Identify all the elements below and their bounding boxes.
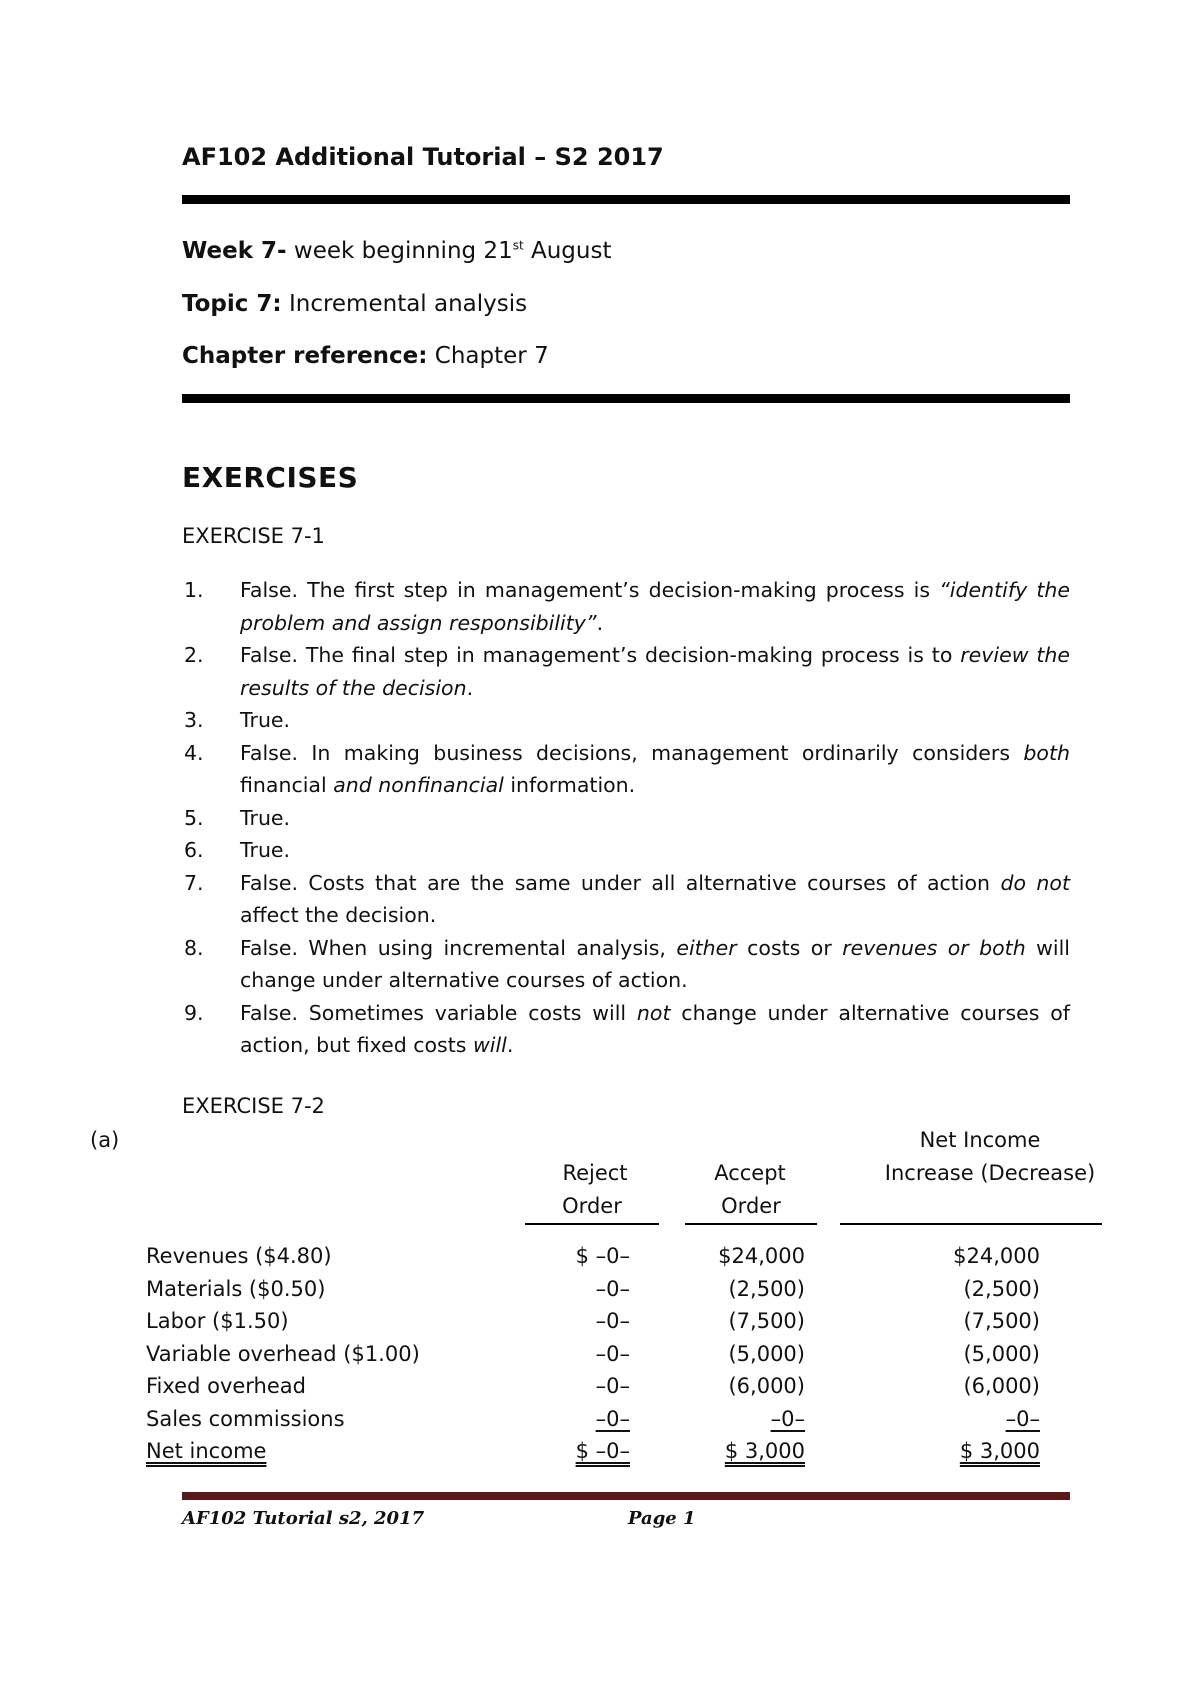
reject-cell: [520, 1435, 630, 1468]
list-item: [182, 704, 1070, 737]
list-item-number: 1.: [184, 578, 204, 602]
table-row-label: [146, 1273, 526, 1306]
list-item-text: change under alternative courses of action, but fixed costs: [240, 1000, 1070, 1057]
accept-cell: [680, 1240, 805, 1273]
list-item-number: 9.: [184, 1000, 204, 1025]
list-item-text: .: [596, 610, 604, 635]
table-row-label-value: Sales commissions: [146, 1406, 345, 1431]
accept-cell: [680, 1403, 805, 1436]
table-row-label-value: Materials ($0.50): [146, 1276, 326, 1301]
list-item-text: financial: [240, 773, 334, 797]
exercise-7-1-heading: EXERCISE 7-1: [182, 524, 325, 548]
accept-cell: [680, 1305, 805, 1338]
reject-cell-value: –0–: [595, 1341, 630, 1366]
topic-label: Topic 7:: [182, 291, 282, 317]
list-item-number: 7.: [184, 870, 204, 895]
list-item-number: 3.: [184, 708, 204, 732]
net-cell: [890, 1370, 1040, 1403]
topic-line: [182, 291, 527, 317]
chapter-line: [182, 343, 549, 369]
net-cell: [890, 1305, 1040, 1338]
chapter-text: Chapter 7: [434, 343, 549, 369]
reject-cell-value: –0–: [595, 1374, 630, 1398]
list-item: [182, 932, 1070, 997]
footer-text: AF102 Tutorial s2, 2017: [182, 1508, 425, 1529]
exercise-7-1-list: [182, 574, 1070, 1062]
table-row-label-value: Labor ($1.50): [146, 1309, 289, 1333]
reject-header-line2: Order: [525, 1190, 659, 1225]
reject-cell: [520, 1240, 630, 1273]
emphasis-text: both: [1023, 740, 1070, 765]
table-row-label: [146, 1435, 526, 1468]
reject-cell-value: $ –0–: [575, 1244, 630, 1268]
list-item-text: True.: [240, 838, 291, 862]
accept-cell: [680, 1370, 805, 1403]
table-row-label: [146, 1240, 526, 1273]
list-item: [182, 997, 1070, 1062]
list-item-text: .: [466, 675, 474, 700]
net-cell-value: (7,500): [963, 1309, 1040, 1333]
table-row-label: [146, 1305, 526, 1338]
accept-cell-value: –0–: [770, 1406, 805, 1431]
list-item-text: True.: [240, 805, 291, 830]
net-header-line2: Increase (Decrease): [884, 1161, 1096, 1185]
net-cell-value: (6,000): [963, 1374, 1040, 1398]
net-cell-value: (2,500): [963, 1276, 1040, 1301]
list-item-text: information.: [503, 773, 636, 797]
list-item-text: False. Costs that are the same under all alternative courses of action: [240, 870, 1001, 895]
net-cell: [890, 1435, 1040, 1468]
week-line: [182, 238, 611, 264]
accept-cell-value: (2,500): [728, 1276, 805, 1301]
table-row-label-value: Fixed overhead: [146, 1374, 306, 1398]
list-item: [182, 802, 1070, 835]
net-cell: [890, 1273, 1040, 1306]
list-item-text: False. The final step in management’s decision-making process is to: [240, 643, 961, 667]
topic-text: Incremental analysis: [288, 291, 528, 317]
list-item-text: False. In making business decisions, management ordinarily considers: [240, 740, 1024, 765]
emphasis-text: review the results of the decision: [240, 643, 1070, 700]
list-item-text: False. The first step in management’s decision-making process is: [240, 578, 940, 602]
table-row-label: [146, 1338, 526, 1371]
list-item: [182, 574, 1070, 639]
week-text: week beginning 21: [293, 238, 513, 264]
list-item-number: 8.: [184, 935, 204, 960]
emphasis-text: revenues or both: [842, 935, 1026, 960]
list-item-text: True.: [240, 708, 291, 732]
emphasis-text: not: [636, 1000, 671, 1025]
emphasis-text: do not: [1000, 870, 1070, 895]
week-month: August: [530, 238, 612, 264]
net-cell: [890, 1403, 1040, 1436]
list-item: [182, 867, 1070, 932]
reject-cell-value: –0–: [595, 1276, 630, 1301]
list-item-text: .: [506, 1033, 514, 1057]
emphasis-text: and nonfinancial: [333, 773, 504, 797]
page-title: AF102 Additional Tutorial – S2 2017: [182, 143, 664, 171]
reject-cell: [520, 1403, 630, 1436]
accept-cell-value: (7,500): [728, 1309, 805, 1333]
list-item-text: costs or: [736, 935, 843, 960]
reject-cell: [520, 1370, 630, 1403]
list-item-number: 2.: [184, 643, 204, 667]
week-label: Week 7-: [182, 238, 287, 264]
chapter-label: Chapter reference:: [182, 343, 428, 369]
accept-cell-value: $24,000: [718, 1244, 805, 1268]
table-row-label: [146, 1403, 526, 1436]
header-divider: [182, 195, 1070, 204]
net-cell-value: $24,000: [953, 1244, 1040, 1268]
table-row-label-value: Revenues ($4.80): [146, 1244, 332, 1268]
reject-cell-value: –0–: [595, 1406, 630, 1431]
list-item: [182, 639, 1070, 704]
accept-cell-value: (5,000): [728, 1341, 805, 1366]
list-item: [182, 834, 1070, 867]
accept-cell: [680, 1338, 805, 1371]
emphasis-text: either: [676, 935, 737, 960]
accept-cell: [680, 1273, 805, 1306]
accept-header-line2: Order: [685, 1190, 817, 1225]
net-cell-value: $ 3,000: [959, 1439, 1040, 1463]
exercise-7-2-heading: EXERCISE 7-2: [182, 1094, 325, 1118]
accept-header-line1: Accept: [714, 1161, 786, 1185]
net-cell-value: –0–: [1005, 1406, 1040, 1431]
list-item-number: 5.: [184, 805, 204, 830]
footer-divider: [182, 1492, 1070, 1500]
section-title: EXERCISES: [182, 461, 359, 494]
accept-cell-value: (6,000): [728, 1374, 805, 1398]
week-sup: st: [512, 238, 524, 253]
list-item-number: 6.: [184, 838, 204, 862]
net-header-line1: Net Income: [919, 1128, 1041, 1152]
accept-cell: [680, 1435, 805, 1468]
net-cell: [890, 1240, 1040, 1273]
table-row-label: [146, 1370, 526, 1403]
reject-cell-value: $ –0–: [575, 1439, 630, 1463]
net-cell: [890, 1338, 1040, 1371]
list-item-text: will change under alternative courses of action.: [240, 935, 1070, 992]
reject-cell: [520, 1338, 630, 1371]
list-item-number: 4.: [184, 740, 204, 765]
emphasis-text: will: [472, 1033, 507, 1057]
list-item-text: affect the decision.: [240, 903, 437, 927]
table-row-label-value: Variable overhead ($1.00): [146, 1341, 420, 1366]
list-item-text: False. When using incremental analysis,: [240, 935, 677, 960]
reject-cell: [520, 1273, 630, 1306]
reject-header-line1: Reject: [562, 1161, 628, 1185]
list-item-text: False. Sometimes variable costs will: [240, 1000, 637, 1025]
header-divider-bottom: [182, 394, 1070, 403]
net-cell-value: (5,000): [963, 1341, 1040, 1366]
accept-cell-value: $ 3,000: [724, 1439, 805, 1463]
list-item: [182, 737, 1070, 802]
table-row-label-value: Net income: [146, 1439, 267, 1463]
emphasis-text: “identify the problem and assign responsibility”: [240, 578, 1070, 635]
page-number: Page 1: [628, 1508, 696, 1529]
net-header-underline: [840, 1223, 1102, 1225]
reject-cell-value: –0–: [595, 1309, 630, 1333]
reject-cell: [520, 1305, 630, 1338]
part-label: (a): [90, 1128, 120, 1152]
